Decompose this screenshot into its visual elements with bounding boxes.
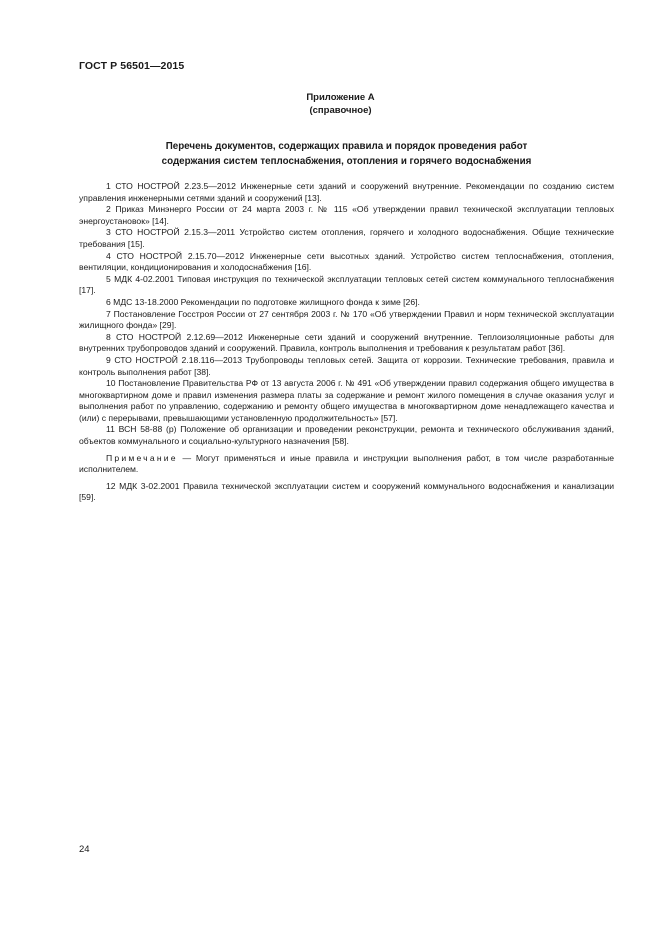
page-number: 24 (79, 844, 90, 855)
list-item-2: 2 Приказ Минэнерго России от 24 марта 2003 г. № 115 «Об утверждении правил технической эксплуатации тепловых энергоустановок» [14]. (79, 204, 614, 226)
list-title-line-2: содержания систем теплоснабжения, отопления и горячего водоснабжения (161, 155, 532, 167)
appendix-subtitle: (справочное) (309, 105, 372, 116)
list-item-1: 1 СТО НОСТРОЙ 2.23.5—2012 Инженерные сети зданий и сооружений внутренние. Рекомендации по созданию систем управления инженерными сетями зданий и сооружений [13]. (79, 181, 614, 203)
list-title (79, 140, 614, 169)
document-code-header: ГОСТ Р 56501—2015 (79, 60, 185, 72)
list-item-7: 7 Постановление Госстроя России от 27 сентября 2003 г. № 170 «Об утверждении Правил и норм технической эксплуатации жилищного фонда» [29]. (79, 308, 614, 331)
list-item-10: 10 Постановление Правительства РФ от 13 августа 2006 г. № 491 «Об утверждении правил содержания общего имущества в многоквартирном доме и правил изменения размера платы за содержание и ремонт жилого помещения в случае оказания услуг и выполнения работ по управлению, содержанию и ремонту общего имущества в многоквартирном доме ненадлежащего качества и (или) с перерывами, превышающими установленную продолжительность» [57]. (79, 378, 614, 423)
note-text: — Могут применяться и иные правила и инструкции выполнения работ, в том числе разработанные исполнителем. (79, 452, 614, 475)
list-item-5: 5 МДК 4-02.2001 Типовая инструкция по технической эксплуатации тепловых сетей систем коммунального теплоснабжения [17]. (79, 273, 614, 296)
list-item-11: 11 ВСН 58-88 (р) Положение об организации и проведении реконструкции, ремонта и технического обслуживания зданий, объектов коммунального и социально-культурного назначения [58]. (79, 424, 614, 447)
appendix-title: Приложение А (306, 92, 375, 103)
appendix-heading (0, 91, 661, 117)
list-item-6: 6 МДС 13-18.2000 Рекомендации по подготовке жилищного фонда к зиме [26]. (106, 296, 420, 307)
note-label: Примечание (106, 452, 178, 463)
note-paragraph (79, 453, 614, 476)
document-list (79, 181, 614, 504)
list-title-line-1: Перечень документов, содержащих правила и порядок проведения работ (165, 141, 528, 152)
list-item-8: 8 СТО НОСТРОЙ 2.12.69—2012 Инженерные сети зданий и сооружений внутренние. Теплоизоляционные работы для внутренних трубопроводов зданий и сооружений. Правила, контроль выполнения и требования к результатам работ [36]. (79, 331, 614, 354)
list-item-9: 9 СТО НОСТРОЙ 2.18.116—2013 Трубопроводы тепловых сетей. Защита от коррозии. Технические требования, правила и контроль выполнения работ [38]. (79, 354, 614, 377)
list-item-4: 4 СТО НОСТРОЙ 2.15.70—2012 Инженерные сети высотных зданий. Устройство систем теплоснабжения, отопления, вентиляции, кондиционирования и холодоснабжения [16]. (79, 250, 614, 273)
list-item-12: 12 МДК 3-02.2001 Правила технической эксплуатации систем и сооружений коммунального водоснабжения и канализации [59]. (79, 480, 614, 503)
list-item-3: 3 СТО НОСТРОЙ 2.15.3—2011 Устройство систем отопления, горячего и холодного водоснабжения. Общие технические требования [15]. (79, 227, 614, 249)
